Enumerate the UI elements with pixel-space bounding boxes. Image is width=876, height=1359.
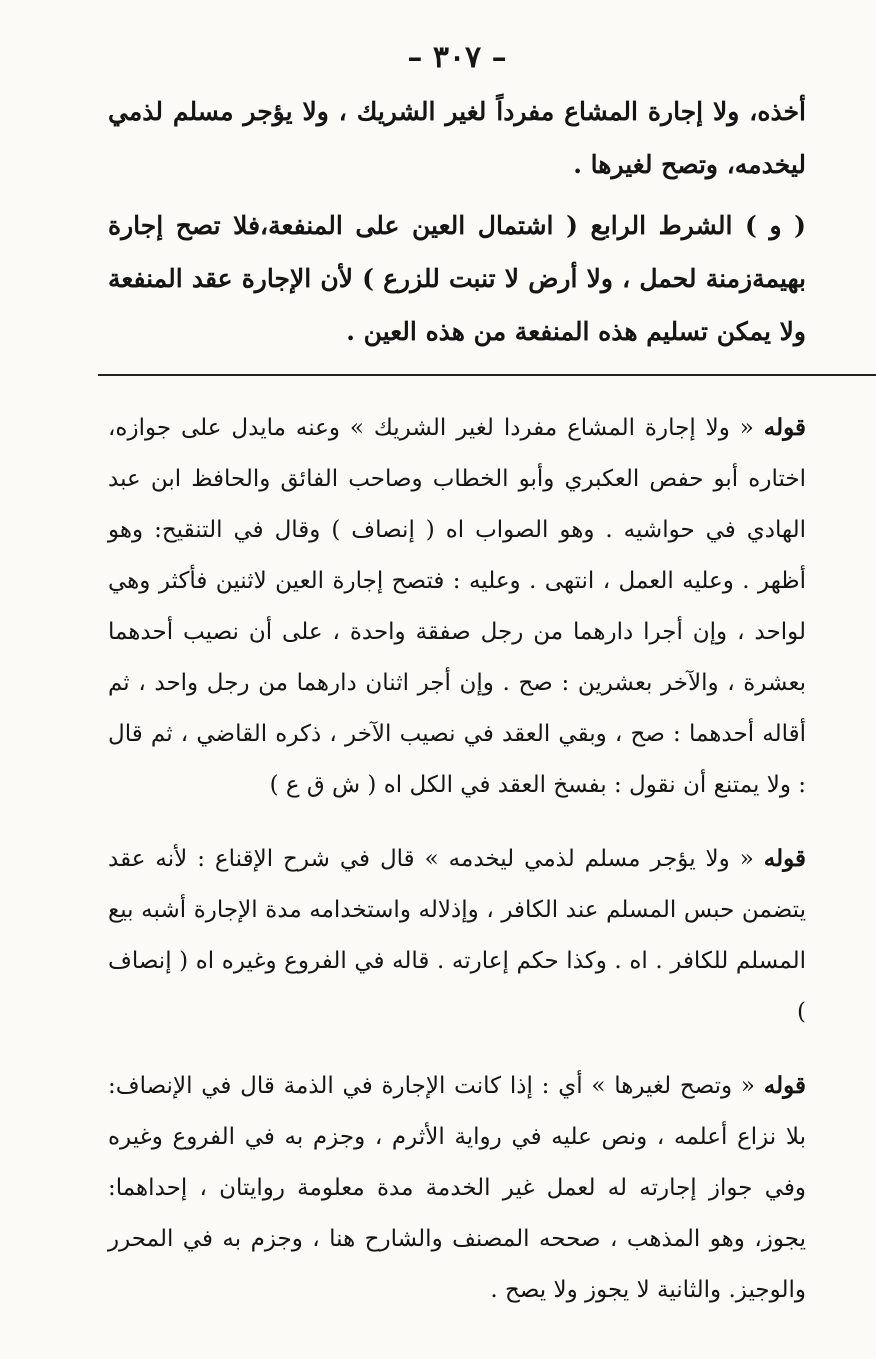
commentary-text: « ولا يؤجر مسلم لذمي ليخدمه » قال في شرح الإقناع : لأنه عقد يتضمن حبس المسلم عند الكافر ، وإذلاله واستخدامه مدة الإجارة أشبه بيع المسلم للكافر . اه . وكذا حكم إعارته . قاله في الفروع وغيره اه ( إنصاف ) bbox=[108, 846, 806, 1025]
commentary-paragraph bbox=[108, 402, 806, 811]
commentary-text: « ولا إجارة المشاع مفردا لغير الشريك » وعنه مايدل على جوازه، اختاره أبو حفص العكبري وأبو الخطاب وصاحب الفائق والحافظ ابن عبد الهادي في حواشيه . وهو الصواب اه ( إنصاف ) وقال في التنقيح: وهو أظهر . وعليه العمل ، انتهى . وعليه : فتصح إجارة العين لاثنين فأكثر وهي لواحد ، وإن أجرا دارهما من رجل صفقة واحدة ، على أن نصيب أحدهما بعشرة ، والآخر بعشرين : صح . وإن أجر اثنان دارهما من رجل واحد ، ثم أقاله أحدهما : صح ، وبقي العقد في نصيب الآخر ، ذكره القاضي ، ثم قال : ولا يمتنع أن نقول : بفسخ العقد في الكل اه ( ش ق ع ) bbox=[108, 415, 806, 798]
qawl-label: قوله bbox=[763, 845, 807, 872]
commentary-text: « وتصح لغيرها » أي : إذا كانت الإجارة في الذمة قال في الإنصاف: بلا نزاع أعلمه ، ونص عليه في رواية الأثرم ، وجزم به في الفروع وغيره وفي جواز إجارته له لعمل غير الخدمة مدة معلومة روايتان ، إحداهما: يجوز، وهو المذهب ، صححه المصنف والشارح هنا ، وجزم به في المحرر والوجيز. والثانية لا يجوز ولا يصح . bbox=[108, 1073, 806, 1303]
qawl-label: قوله bbox=[763, 414, 807, 441]
footnote-divider bbox=[98, 374, 876, 376]
qawl-label: قوله bbox=[763, 1072, 806, 1099]
commentary-paragraph bbox=[108, 833, 806, 1038]
commentary bbox=[108, 402, 806, 1316]
main-paragraph: ( و ) الشرط الرابع ( اشتمال العين على المنفعة،فلا تصح إجارة بهيمةزمنة لحمل ، ولا أرض لا تنبت للزرع ) لأن الإجارة عقد المنفعة ولا يمكن تسليم هذه المنفعة من هذه العين . bbox=[108, 211, 806, 346]
main-paragraph: أخذه، ولا إجارة المشاع مفرداً لغير الشريك ، ولا يؤجر مسلم لذمي ليخدمه، وتصح لغيرها . bbox=[108, 97, 806, 179]
page-number: – ٣٠٧ – bbox=[407, 40, 507, 75]
main-text bbox=[108, 85, 806, 358]
commentary-paragraph bbox=[108, 1060, 806, 1316]
